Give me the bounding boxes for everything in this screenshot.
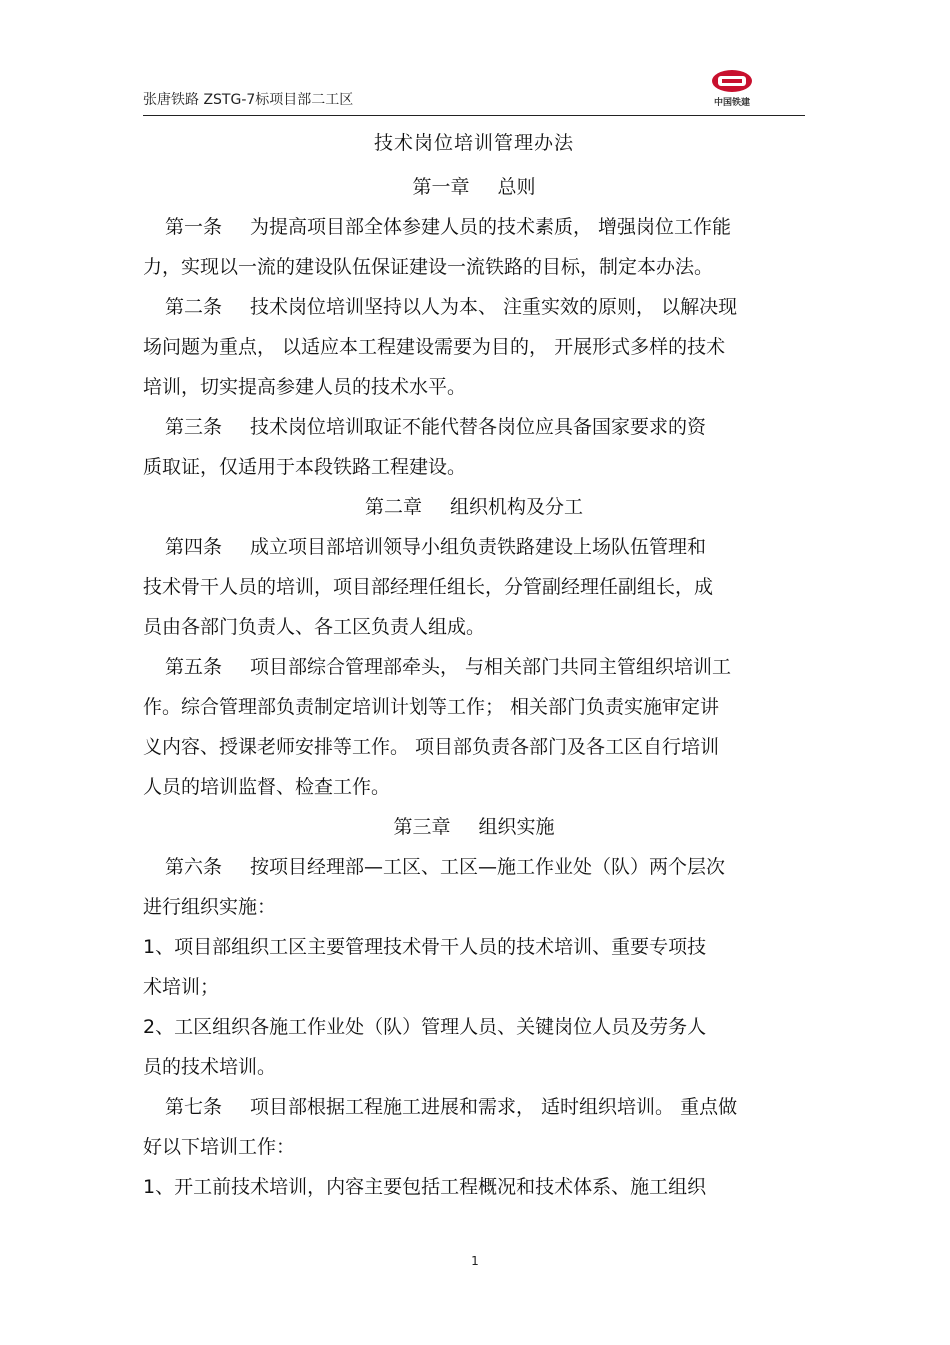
article-text: 技术岗位培训取证不能代替各岗位应具备国家要求的资 — [250, 416, 707, 438]
article-line: 员由各部门负责人、各工区负责人组成。 — [143, 616, 486, 638]
document-title: 技术岗位培训管理办法 — [373, 132, 574, 154]
article-line: 作。综合管理部负责制定培训计划等工作； 相关部门负责实施审定讲 — [143, 696, 720, 718]
article — [143, 654, 805, 800]
company-logo — [707, 70, 757, 110]
article-line — [143, 854, 805, 880]
chapter-number: 第一章 — [412, 176, 470, 198]
article-line: 进行组织实施： — [143, 896, 277, 918]
article-text: 项目部综合管理部牵头， 与相关部门共同主管组织培训工 — [250, 656, 732, 678]
article-text: 技术岗位培训坚持以人为本、 注重实效的原则， 以解决现 — [250, 296, 738, 318]
article-number: 第一条 — [165, 216, 223, 238]
list-item-line: 1、开工前技术培训，内容主要包括工程概况和技术体系、施工组织 — [143, 1176, 707, 1198]
article-line: 质取证，仅适用于本段铁路工程建设。 — [143, 456, 467, 478]
article-line: 场问题为重点， 以适应本工程建设需要为目的， 开展形式多样的技术 — [143, 336, 726, 358]
article-line — [143, 1094, 805, 1120]
chapter-number: 第三章 — [393, 816, 451, 838]
article — [143, 294, 805, 400]
chapter-heading — [143, 814, 805, 840]
chapter-heading — [143, 494, 805, 520]
list-item — [143, 1174, 805, 1200]
article-text: 为提高项目部全体参建人员的技术素质， 增强岗位工作能 — [250, 216, 732, 238]
article-text: 项目部根据工程施工进展和需求， 适时组织培训。 重点做 — [250, 1096, 738, 1118]
article-line — [143, 214, 805, 240]
article-line — [143, 294, 805, 320]
list-item — [143, 934, 805, 1000]
article-number: 第三条 — [165, 416, 223, 438]
article-number: 第二条 — [165, 296, 223, 318]
list-item-line: 术培训； — [143, 976, 220, 998]
logo-mark-icon — [712, 70, 752, 92]
article-line: 培训，切实提高参建人员的技术水平。 — [143, 376, 467, 398]
article-number: 第七条 — [165, 1096, 223, 1118]
list-item-line: 员的技术培训。 — [143, 1056, 277, 1078]
article-number: 第六条 — [165, 856, 223, 878]
article-text: 成立项目部培训领导小组负责铁路建设上场队伍管理和 — [250, 536, 707, 558]
article-line — [143, 534, 805, 560]
article — [143, 854, 805, 920]
document-body — [143, 124, 805, 1200]
article — [143, 414, 805, 480]
article-line — [143, 414, 805, 440]
list-item — [143, 1014, 805, 1080]
article-number: 第四条 — [165, 536, 223, 558]
article — [143, 214, 805, 280]
article-text: 按项目经理部—工区、工区—施工作业处（队）两个层次 — [250, 856, 726, 878]
article-line: 人员的培训监督、检查工作。 — [143, 776, 391, 798]
chapter-heading — [143, 174, 805, 200]
list-item-line: 2、工区组织各施工作业处（队）管理人员、关键岗位人员及劳务人 — [143, 1016, 707, 1038]
list-item-line: 1、项目部组织工区主要管理技术骨干人员的技术培训、重要专项技 — [143, 936, 707, 958]
article-line: 义内容、授课老师安排等工作。 项目部负责各部门及各工区自行培训 — [143, 736, 720, 758]
page-number: 1 — [471, 1254, 479, 1268]
header-text: 张唐铁路 ZSTG-7标项目部二工区 — [143, 92, 354, 108]
article-line: 技术骨干人员的培训，项目部经理任组长，分管副经理任副组长，成 — [143, 576, 714, 598]
logo-label: 中国铁建 — [713, 98, 750, 108]
article-number: 第五条 — [165, 656, 223, 678]
chapter-name: 组织实施 — [478, 816, 555, 838]
article — [143, 1094, 805, 1160]
article-line — [143, 654, 805, 680]
chapter-number: 第二章 — [364, 496, 422, 518]
chapter-name: 组织机构及分工 — [450, 496, 584, 518]
article — [143, 534, 805, 640]
article-line: 力，实现以一流的建设队伍保证建设一流铁路的目标，制定本办法。 — [143, 256, 714, 278]
page-header — [143, 66, 805, 116]
chapter-name: 总则 — [497, 176, 536, 198]
article-line: 好以下培训工作： — [143, 1136, 296, 1158]
